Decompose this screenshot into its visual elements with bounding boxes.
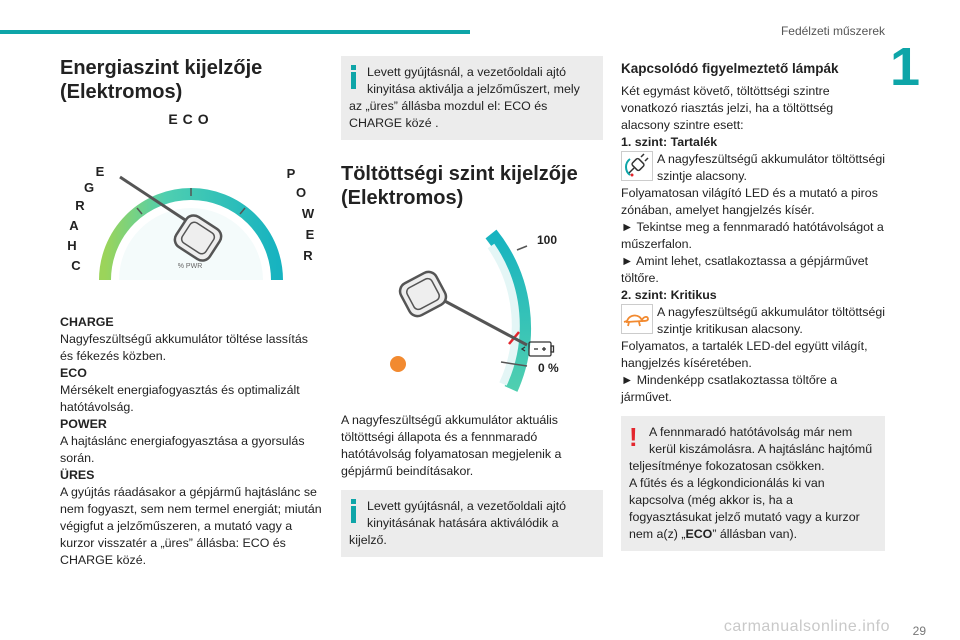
- level1-p3: ► Amint lehet, csatlakoztassa a gépjárművet töltőre.: [621, 254, 869, 285]
- info-box-text: Levett gyújtásnál, a vezetőoldali ajtó kinyitásának hatására aktiválódik a kijelző.: [349, 499, 567, 547]
- info-box-text: Levett gyújtásnál, a vezetőoldali ajtó kinyitása aktiválja a jelzőműszert, mely az „üres” állásba mozdul el: ECO és CHARGE közé .: [349, 65, 580, 130]
- column-warning-lamps: [621, 56, 885, 551]
- warning-box: [621, 416, 885, 551]
- power-desc: A hajtáslánc energiafogyasztása a gyorsulás során.: [60, 434, 305, 465]
- gauge-charge-letter: E: [95, 164, 105, 179]
- info-box-ignition: [341, 56, 603, 140]
- column-energy-gauge: [60, 56, 322, 569]
- watermark: carmanualsonline.info: [723, 618, 890, 635]
- warning-exclamation-icon: !: [629, 422, 638, 452]
- energy-gauge-title: Energiaszint kijelzője (Elektromos): [60, 57, 263, 103]
- info-icon: [349, 64, 359, 90]
- gauge-power-letter: P: [286, 166, 296, 181]
- level1-heading: 1. szint: Tartalék: [621, 135, 718, 149]
- power-term: POWER: [60, 417, 107, 431]
- warning-text-2: A fűtés és a légkondicionálás ki van kapcsolva (még akkor is, ha a fogyasztásukat jelző mutató vagy a kurzor nem a(z) „ECO” állásban van).: [629, 476, 860, 541]
- level2-heading: 2. szint: Kritikus: [621, 288, 717, 302]
- warning-intro: Két egymást követő, töltöttségi szintre vonatkozó riasztás jelzi, ha a töltöttség alacsony szintre esett:: [621, 84, 834, 132]
- page-number: 29: [912, 624, 926, 638]
- header-accent-bar: [0, 30, 470, 34]
- gauge-power-letter: E: [305, 227, 315, 242]
- level1-lamp-text: A nagyfeszültségű akkumulátor töltöttségi szintje alacsony.: [657, 152, 885, 183]
- warning-text-1: A fennmaradó hatótávolság már nem kerül kiszámolásra. A hajtáslánc hajtómű teljesítménye fokozatosan csökken.: [629, 425, 873, 473]
- charge-level-gauge: [341, 214, 603, 404]
- ures-desc: A gyújtás ráadásakor a gépjármű hajtáslánc se nem fogyaszt, sem nem termel energiát; miután végigfut a jelzőműszeren, a mutató vagy a kurzor visszatér a „üres” állásba: ECO és CHARGE közé.: [60, 485, 322, 567]
- power-meter-gauge: [60, 110, 322, 300]
- level2-p1: Folyamatos, a tartalék LED-del együtt világít, hangjelzés kíséretében.: [621, 339, 868, 370]
- gauge-pwr-label: % PWR: [177, 263, 203, 270]
- turtle-icon: [621, 304, 653, 334]
- level2-lamp-text: A nagyfeszültségű akkumulátor töltöttségi szintje kritikusan alacsony.: [657, 305, 885, 336]
- gauge-100-label: 100: [537, 233, 558, 247]
- eco-desc: Mérsékelt energiafogyasztás és optimalizált hatótávolság.: [60, 383, 300, 414]
- charge-term: CHARGE: [60, 315, 114, 329]
- charge-desc: Nagyfeszültségű akkumulátor töltése lassítás és fékezés közben.: [60, 332, 308, 363]
- gauge-charge-letter: H: [67, 238, 77, 253]
- chapter-number: 1: [889, 37, 920, 97]
- charge-level-body: A nagyfeszültségű akkumulátor aktuális töltöttségi állapota és a fennmaradó hatótávolság folyamatosan megjelenik a gépjármű beindításakor.: [341, 413, 562, 478]
- level1-p1: Folyamatosan világító LED és a mutató a piros zónában, amelyet hangjelzés kísér.: [621, 186, 878, 217]
- gauge-power-letter: R: [303, 248, 313, 263]
- level2-lamp-row: [621, 304, 885, 338]
- gauge-eco-label: ECO: [168, 111, 214, 127]
- gauge-charge-letter: C: [71, 258, 81, 273]
- eco-term: ECO: [60, 366, 87, 380]
- reserve-led-icon: [390, 356, 406, 372]
- reserve-plug-icon: [621, 151, 653, 181]
- level1-p2: ► Tekintse meg a fennmaradó hatótávolságot a műszerfalon.: [621, 220, 884, 251]
- gauge-0-label: 0 %: [538, 361, 559, 375]
- warning-lamps-title: Kapcsolódó figyelmeztető lámpák: [621, 61, 839, 76]
- gauge-charge-letter: R: [75, 198, 85, 213]
- level1-lamp-row: [621, 151, 885, 185]
- gauge-power-letter: W: [301, 206, 315, 221]
- info-box-door: [341, 490, 603, 557]
- gauge-charge-letter: G: [83, 180, 95, 195]
- charge-level-title: Töltöttségi szint kijelzője (Elektromos): [341, 163, 578, 209]
- ures-term: ÜRES: [60, 468, 95, 482]
- info-icon: [349, 498, 359, 524]
- gauge-charge-letter: A: [69, 218, 79, 233]
- section-title: Fedélzeti műszerek: [780, 24, 885, 38]
- energy-legend: [60, 314, 322, 569]
- charge-level-hub: [397, 269, 449, 320]
- gauge-power-letter: O: [295, 185, 307, 200]
- level2-p2: ► Mindenképp csatlakoztassa töltőre a járművet.: [621, 373, 838, 404]
- column-charge-level: [341, 56, 603, 557]
